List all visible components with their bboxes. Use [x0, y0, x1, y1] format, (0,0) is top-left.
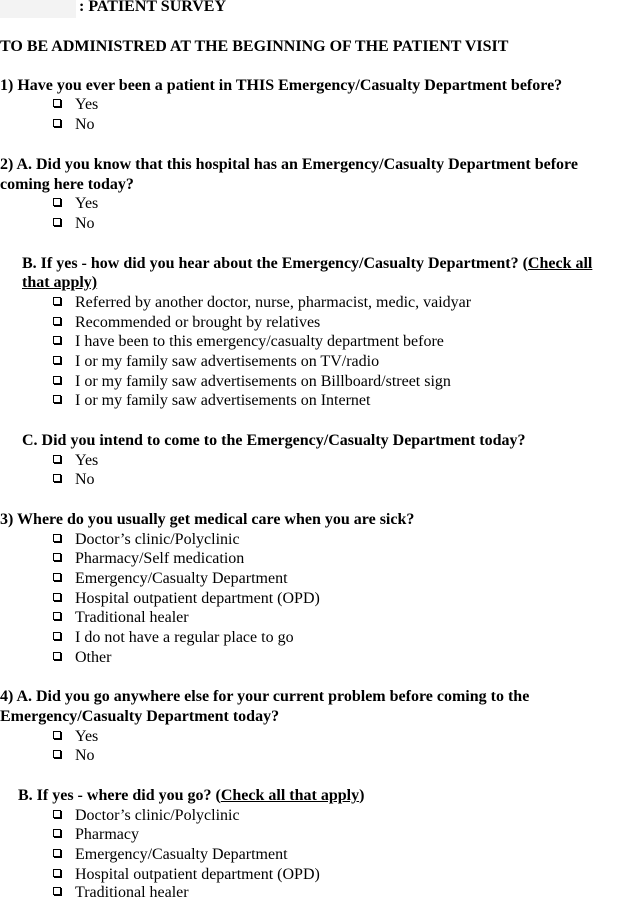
checkbox-icon[interactable] — [53, 336, 61, 344]
q2b-option[interactable]: I or my family saw advertisements on TV/radio — [53, 352, 379, 372]
administration-instruction: TO BE ADMINISTRED AT THE BEGINNING OF THE PATIENT VISIT — [0, 38, 509, 55]
checkbox-icon[interactable] — [53, 829, 61, 837]
checkbox-icon[interactable] — [53, 356, 61, 364]
checkbox-icon[interactable] — [53, 534, 61, 542]
q1-option-no[interactable]: No — [53, 115, 95, 135]
q4b-option[interactable]: Doctor’s clinic/Polyclinic — [53, 806, 240, 826]
q4a-option-no[interactable]: No — [53, 746, 95, 766]
q2c-option-no[interactable]: No — [53, 470, 95, 490]
checkbox-icon[interactable] — [53, 474, 61, 482]
question-2a-line2: coming here today? — [0, 176, 134, 193]
checkbox-icon[interactable] — [53, 376, 61, 384]
question-2a-line1: 2) A. Did you know that this hospital has an Emergency/Casualty Department before — [0, 156, 578, 173]
checkbox-icon[interactable] — [53, 869, 61, 877]
q3-option[interactable]: Emergency/Casualty Department — [53, 569, 288, 589]
checkbox-icon[interactable] — [53, 99, 61, 107]
q2a-option-no[interactable]: No — [53, 214, 95, 234]
q2b-option[interactable]: I have been to this emergency/casualty department before — [53, 332, 444, 352]
q2c-option-yes[interactable]: Yes — [53, 451, 98, 471]
q2b-option[interactable]: I or my family saw advertisements on Internet — [53, 391, 370, 411]
q2b-option[interactable]: Referred by another doctor, nurse, pharmacist, medic, vaidyar — [53, 293, 471, 313]
q2b-option[interactable]: Recommended or brought by relatives — [53, 313, 320, 333]
checkbox-icon[interactable] — [53, 553, 61, 561]
q1-option-yes[interactable]: Yes — [53, 95, 98, 115]
checkbox-icon[interactable] — [53, 612, 61, 620]
checkbox-icon[interactable] — [53, 297, 61, 305]
q4a-option-yes[interactable]: Yes — [53, 727, 98, 747]
checkbox-icon[interactable] — [53, 632, 61, 640]
q2b-option[interactable]: I or my family saw advertisements on Billboard/street sign — [53, 372, 451, 392]
redacted-label — [0, 0, 76, 18]
question-2c: C. Did you intend to come to the Emergency/Casualty Department today? — [22, 432, 526, 449]
q3-option[interactable]: Hospital outpatient department (OPD) — [53, 589, 320, 609]
q4b-option[interactable]: Traditional healer — [53, 883, 189, 903]
q4b-option[interactable]: Emergency/Casualty Department — [53, 845, 288, 865]
question-4a-line2: Emergency/Casualty Department today? — [0, 708, 280, 725]
question-3: 3) Where do you usually get medical care when you are sick? — [0, 511, 415, 528]
checkbox-icon[interactable] — [53, 652, 61, 660]
q3-option[interactable]: Other — [53, 648, 111, 668]
checkbox-icon[interactable] — [53, 849, 61, 857]
question-2b-line2: that apply) — [22, 274, 98, 291]
checkbox-icon[interactable] — [53, 455, 61, 463]
checkbox-icon[interactable] — [53, 731, 61, 739]
checkbox-icon[interactable] — [53, 395, 61, 403]
checkbox-icon[interactable] — [53, 317, 61, 325]
checkbox-icon[interactable] — [53, 887, 61, 895]
q3-option[interactable]: I do not have a regular place to go — [53, 628, 294, 648]
question-4a-line1: 4) A. Did you go anywhere else for your current problem before coming to the — [0, 688, 530, 705]
q3-option[interactable]: Pharmacy/Self medication — [53, 549, 244, 569]
checkbox-icon[interactable] — [53, 573, 61, 581]
q3-option[interactable]: Traditional healer — [53, 608, 189, 628]
survey-title: : PATIENT SURVEY — [79, 0, 227, 15]
question-4b: B. If yes - where did you go? (Check all that apply) — [18, 787, 365, 804]
checkbox-icon[interactable] — [53, 593, 61, 601]
q2a-option-yes[interactable]: Yes — [53, 194, 98, 214]
checkbox-icon[interactable] — [53, 810, 61, 818]
question-1: 1) Have you ever been a patient in THIS Emergency/Casualty Department before? — [0, 77, 563, 94]
checkbox-icon[interactable] — [53, 218, 61, 226]
q3-option[interactable]: Doctor’s clinic/Polyclinic — [53, 530, 240, 550]
q4b-option[interactable]: Pharmacy — [53, 825, 139, 845]
checkbox-icon[interactable] — [53, 119, 61, 127]
q4b-option[interactable]: Hospital outpatient department (OPD) — [53, 865, 320, 885]
checkbox-icon[interactable] — [53, 198, 61, 206]
checkbox-icon[interactable] — [53, 750, 61, 758]
question-2b-line1: B. If yes - how did you hear about the Emergency/Casualty Department? (Check all — [22, 255, 593, 272]
